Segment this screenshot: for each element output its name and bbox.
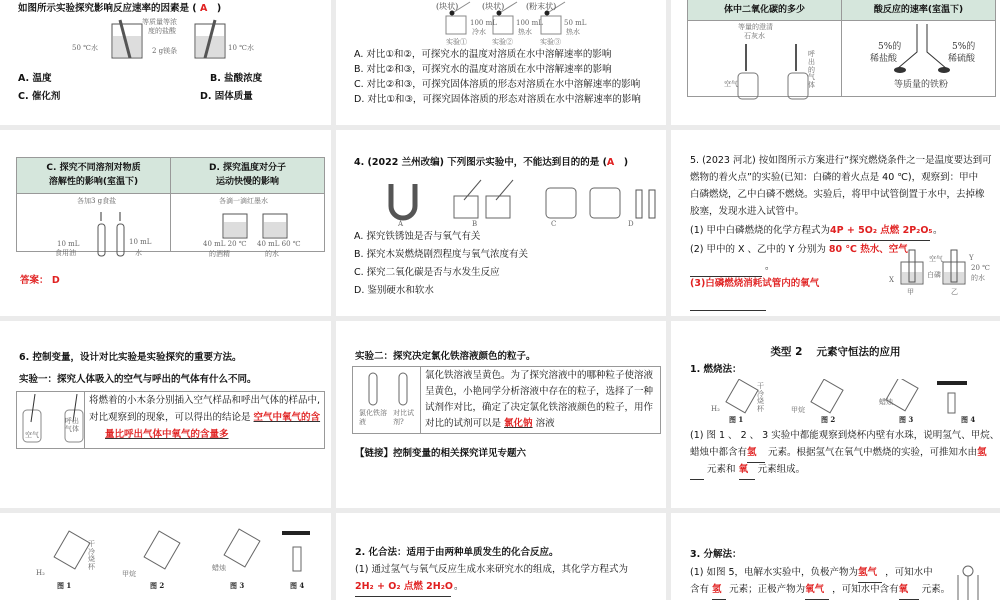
question-line: (1) 如图 5，电解水实验中，负极产物为氢气 ，可知水中 (690, 564, 933, 583)
label: 的水 (971, 274, 985, 282)
option-d: D. 固体质量 (200, 91, 253, 102)
label: 干冷烧杯 (88, 540, 95, 572)
slide-thumbnail-10[interactable] (0, 513, 331, 600)
experiment-text: 试剂作对比，确定了决定氯化铁溶液颜色的粒子，用作 (425, 402, 654, 413)
label: 40 mL 20 ℃ (203, 239, 247, 248)
gas-bottles-diagram (728, 39, 818, 101)
label: (粉末状) (526, 2, 557, 11)
label: 等量的澄清 (738, 23, 773, 32)
label: 甲烷 (122, 570, 136, 578)
label: 乙 (951, 288, 958, 296)
answer-text: 量比呼出气体中氧气的含量多 (105, 429, 229, 440)
question-line: 5. (2023 河北) 按如图所示方案进行“探究燃烧条件之一是温度要达到可 (690, 155, 992, 166)
figure-caption: 图 1 (729, 415, 744, 424)
label: 食用油 (55, 248, 76, 257)
label: H₂ (711, 405, 720, 413)
label: 热水 (518, 28, 532, 36)
figure-caption: 图 2 (821, 415, 836, 424)
answer-blank: 。 (690, 258, 775, 277)
option-c: C. 探究二氧化碳是否与水发生反应 (354, 267, 500, 278)
label: Y (969, 254, 974, 262)
label: 呼出气体 (65, 417, 79, 433)
table-header: 酸反应的速率(室温下) (842, 0, 995, 21)
section-title: 类型 2 元素守恒法的应用 (770, 346, 901, 358)
label: 蜡烛 (879, 398, 893, 406)
question-line: 元素和 氧 元素组成。 (690, 461, 805, 480)
experiment-text: 氯化铁溶液呈黄色。为了探究溶液中的哪种粒子使溶液 (425, 370, 654, 381)
label: X (889, 276, 894, 284)
label: (块状) (436, 2, 459, 11)
figure-caption: 图 1 (57, 581, 72, 590)
experiments-diagram (356, 178, 656, 224)
experiment-text: 对比观察到的现象，可以得出的结论是 空气中氧气的含 (89, 412, 321, 423)
slide-thumbnail-5[interactable] (336, 130, 666, 316)
label: 稀盐酸 (870, 54, 898, 65)
figure-label: B (472, 220, 478, 228)
slide-thumbnail-8[interactable] (336, 321, 666, 508)
label: 100 mL (516, 19, 543, 27)
label: 10 ℃水 (228, 44, 254, 52)
experiment-text: 呈黄色，小艳同学分析溶液中存在的粒子，选择了一种 (425, 386, 654, 397)
option-d: D. 对比①和③，可探究固体溶质的形态对溶质在水中溶解速率的影响 (354, 94, 641, 105)
label: 空气 (25, 431, 39, 439)
question-line: 胶塞，发现水进入试管中。 (690, 206, 805, 217)
table-header: 体中二氧化碳的多少 (688, 0, 841, 21)
label: 5%的 (952, 42, 976, 53)
question-line: (1) 图 1 、 2 、 3 实验中都能观察到烧杯内壁有水珠，说明氢气、甲烷、 (690, 430, 1000, 441)
label: 2 g镁条 (152, 47, 178, 55)
test-tubes-diagram (367, 371, 411, 407)
figure-caption: 图 4 (961, 415, 976, 424)
label: 5%的 (878, 42, 902, 53)
label: 空气 (724, 80, 738, 89)
option-b: B. 探究木炭燃烧剧烈程度与氧气浓度有关 (354, 249, 529, 260)
experiment-table (687, 0, 996, 97)
figure-label: C (551, 220, 557, 228)
label: 冷水 (472, 28, 486, 36)
label: 水 (135, 248, 142, 257)
option-a: A. 对比①和②，可探究水的温度对溶质在水中溶解速率的影响 (354, 49, 612, 60)
slide-thumbnail-3[interactable] (671, 0, 1000, 125)
option-c: C. 对比②和③，可探究固体溶质的形态对溶质在水中溶解速率的影响 (354, 79, 641, 90)
question-line: 燃物的着火点”的实验(已知：白磷的着火点是 40 ℃)，观察到：甲中 (690, 172, 979, 183)
question-title: 6. 控制变量，设计对比实验是实验探究的重要方法。 (19, 352, 242, 363)
label: 20 ℃ (971, 264, 990, 272)
figure-caption: 图 4 (290, 581, 305, 590)
experiment-box (16, 391, 325, 449)
experiment-table (16, 157, 325, 258)
table-header: C. 探究不同溶剂对物质 溶解性的影响(室温下) (17, 158, 170, 194)
beaker-diagram (110, 18, 260, 63)
label: 呼出的气体 (808, 50, 815, 90)
slide-thumbnail-2[interactable] (336, 0, 666, 125)
slide-thumbnail-1[interactable] (0, 0, 331, 125)
combustion-figures (30, 527, 310, 577)
answer-blank (690, 292, 766, 311)
slide-thumbnail-7[interactable] (0, 321, 331, 508)
electrolysis-apparatus-icon (953, 565, 983, 600)
label: 甲烷 (791, 406, 805, 414)
label: 度的盐酸 (148, 27, 176, 35)
slide-thumbnail-4[interactable] (0, 130, 331, 316)
slide-thumbnail-12[interactable] (671, 513, 1000, 600)
label: 10 mL (129, 237, 152, 246)
label: 对比试剂? (393, 409, 414, 427)
combustion-figures (701, 379, 981, 415)
sub-question-3: (3)白磷燃烧消耗试管内的氧气 (690, 278, 820, 289)
label: 稀硫酸 (948, 54, 976, 65)
option-c: C. 催化剂 (18, 91, 61, 102)
question-text: 4. (2022 兰州改编) 下列图示实验中，不能达到目的的是 (A ) (354, 157, 629, 168)
label: 等质量等浓 (142, 18, 177, 26)
label: 各滴一滴红墨水 (219, 196, 268, 205)
experiment-title: 实验一：探究人体吸入的空气与呼出的气体有什么不同。 (19, 374, 257, 385)
slide-thumbnail-6[interactable] (671, 130, 1000, 316)
option-b: B. 对比②和③，可探究水的温度对溶质在水中溶解速率的影响 (354, 64, 612, 75)
label: (块状) (482, 2, 505, 11)
experiment-text: 将燃着的小木条分别插入空气样品和呼出气体的样品中, (89, 395, 321, 406)
label: 实验② (492, 38, 513, 46)
option-b: B. 盐酸浓度 (210, 73, 263, 84)
figure-caption: 图 3 (230, 581, 245, 590)
question-title: 2. 化合法：适用于由两种单质发生的化合反应。 (355, 547, 559, 558)
answer-text: 答案： D (20, 275, 60, 286)
option-a: A. 探究铁锈蚀是否与氧气有关 (354, 231, 481, 242)
question-text: 如图所示实验探究影响反应速率的因素是 ( A ) (18, 3, 222, 14)
question-line: 蜡烛中都含有氢 元素。根据氢气在氧气中燃烧的实验，可推知水由氢 (690, 444, 987, 463)
sub-question-1: (1) 甲中白磷燃烧的化学方程式为4P + 5O₂ 点燃 2P₂O₅ 。 (690, 222, 943, 241)
figure-caption: 图 2 (150, 581, 165, 590)
label: 热水 (566, 28, 580, 36)
label: H₂ (36, 569, 45, 577)
answer-line: 2H₂ + O₂ 点燃 2H₂O 。 (355, 578, 464, 597)
question-title: 3. 分解法： (690, 549, 742, 560)
slide-thumbnail-9[interactable] (671, 321, 1000, 508)
label: 10 mL (57, 239, 80, 248)
beakers-diagram (221, 212, 291, 240)
option-d: D. 鉴别硬水和软水 (354, 285, 434, 296)
label: 石灰水 (744, 32, 765, 41)
question-line: 含有 氢 元素；正极产物为氧气 ，可知水中含有氧 元素。 (690, 581, 950, 600)
label: 甲 (907, 288, 914, 296)
option-a: A. 温度 (18, 73, 52, 84)
question-line: (1) 通过氢气与氧气反应生成水来研究水的组成，其化学方程式为 (355, 564, 628, 575)
label: 蜡烛 (212, 564, 226, 572)
label: 50 ℃水 (72, 44, 98, 52)
label: 空气 (929, 255, 943, 263)
label: 实验① (446, 38, 467, 46)
label: 白磷 (927, 271, 941, 279)
label: 的水 (265, 249, 279, 258)
label: 氯化铁溶液 (359, 409, 387, 427)
label: 干冷烧杯 (757, 382, 764, 414)
test-tubes-diagram (95, 206, 135, 258)
label: 40 mL 60 ℃ (257, 239, 301, 248)
label: 各加3 g食盐 (77, 196, 117, 205)
slide-thumbnail-11[interactable] (336, 513, 666, 600)
figure-label: A (398, 220, 404, 228)
experiment-box (352, 366, 661, 434)
label: 50 mL (564, 19, 587, 27)
sub-question-2: (2) 甲中的 X 、乙中的 Y 分别为 80 ℃ 热水、空气 (690, 244, 908, 255)
subsection-title: 1. 燃烧法： (690, 364, 742, 375)
question-line: 白磷燃烧，乙中白磷不燃烧。实验后，将甲中试管倒置于水中，去掉橡 (690, 189, 985, 200)
label: 的酒精 (209, 249, 230, 258)
figure-label: D (628, 220, 634, 228)
label: 100 mL (470, 19, 497, 27)
experiment-text: 对比的试剂可以是 氯化钠 溶液 (425, 418, 555, 429)
label: 实验③ (540, 38, 561, 46)
table-header: D. 探究温度对分子 运动快慢的影响 (171, 158, 324, 194)
experiment-title: 实验二：探究决定氯化铁溶液颜色的粒子。 (355, 351, 536, 362)
figure-caption: 图 3 (899, 415, 914, 424)
label: 等质量的铁粉 (894, 80, 949, 91)
link-text[interactable]: 【链接】控制变量的相关探究详见专题六 (355, 448, 527, 459)
